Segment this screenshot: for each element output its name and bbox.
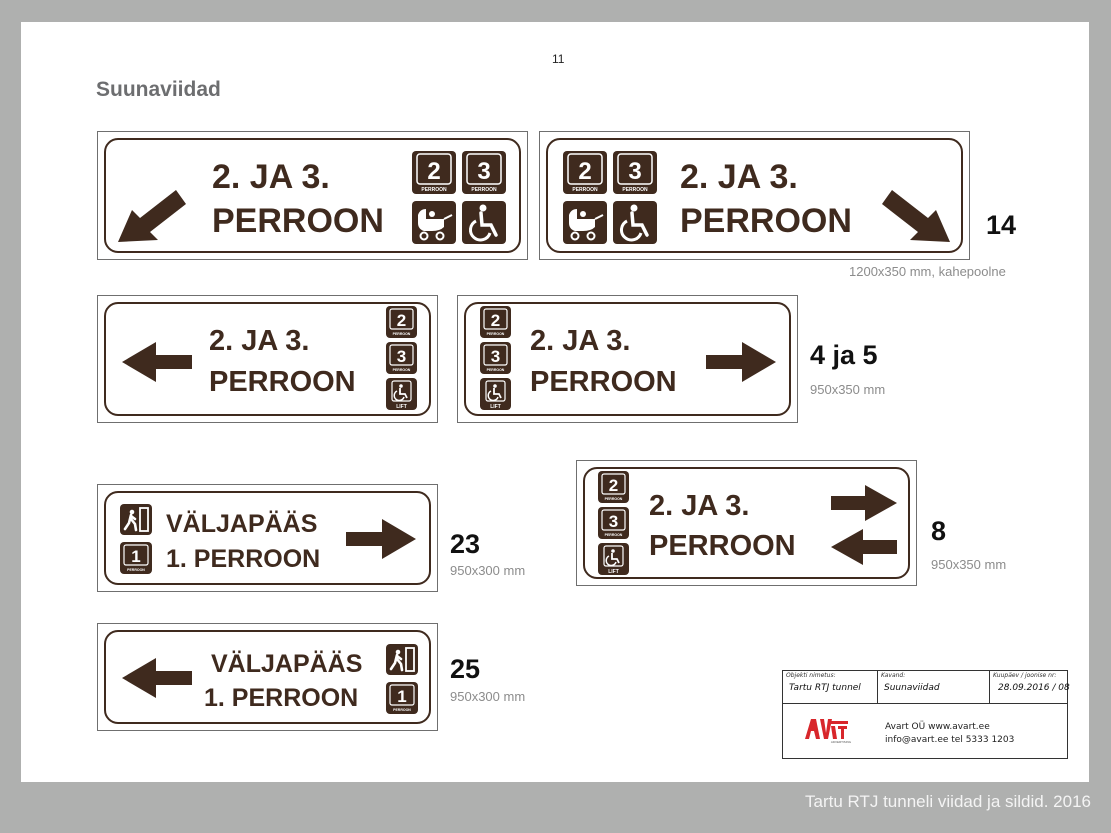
date-label: Kuupäev / joonise nr: bbox=[993, 672, 1057, 679]
svg-text:PERROON: PERROON bbox=[392, 332, 411, 336]
perroon-1-icon bbox=[120, 542, 152, 574]
sign-25 bbox=[97, 623, 438, 731]
sign-line-1: 2. JA 3. bbox=[212, 158, 330, 196]
svg-text:2: 2 bbox=[396, 311, 407, 330]
svg-text:1: 1 bbox=[131, 547, 141, 566]
svg-text:2: 2 bbox=[427, 158, 441, 185]
perroon-2-icon bbox=[386, 306, 417, 338]
svg-text:PERROON: PERROON bbox=[486, 332, 505, 336]
perroon-1-icon bbox=[386, 682, 418, 714]
svg-text:3: 3 bbox=[628, 158, 642, 185]
sign-14-face-a bbox=[97, 131, 528, 260]
sign-line-1: 2. JA 3. bbox=[530, 325, 631, 357]
perroon-3-icon bbox=[598, 507, 629, 539]
svg-text:3: 3 bbox=[396, 347, 407, 366]
svg-text:PERROON: PERROON bbox=[421, 187, 447, 193]
sign-size-8: 950x350 mm bbox=[931, 557, 1007, 572]
arrow-down-left-icon bbox=[118, 190, 186, 242]
sign-14-face-b bbox=[539, 131, 970, 260]
perroon-2-icon bbox=[598, 471, 629, 503]
object-label: Objekti nimetus: bbox=[786, 672, 836, 679]
sign-line-1: 2. JA 3. bbox=[209, 325, 310, 357]
svg-text:2: 2 bbox=[578, 158, 592, 185]
lift-icon bbox=[598, 543, 629, 575]
design-value: Suunaviidad bbox=[884, 683, 940, 693]
pram-icon bbox=[412, 201, 456, 244]
svg-text:1: 1 bbox=[397, 687, 407, 706]
sign-line-2: PERROON bbox=[212, 202, 384, 240]
svg-text:3: 3 bbox=[477, 158, 491, 185]
arrow-left-icon bbox=[122, 658, 192, 698]
sign-code-25: 25 bbox=[450, 654, 481, 684]
sign-line-2: PERROON bbox=[649, 530, 796, 562]
svg-text:2: 2 bbox=[608, 476, 619, 495]
sign-line-1: VÄLJAPÄÄS bbox=[166, 510, 318, 538]
svg-text:ADVERTISING: ADVERTISING bbox=[830, 740, 852, 744]
sign-line-2: 1. PERROON bbox=[166, 545, 321, 573]
sign-size-4-ja-5: 950x350 mm bbox=[810, 382, 886, 397]
drawing-title-block bbox=[782, 670, 1068, 759]
design-label: Kavand: bbox=[881, 672, 906, 679]
sign-code-4-ja-5: 4 ja 5 bbox=[810, 340, 878, 370]
title-block-date-cell bbox=[990, 671, 1069, 703]
object-value: Tartu RTJ tunnel bbox=[789, 683, 861, 693]
exit-icon bbox=[386, 644, 418, 675]
arrow-right-icon bbox=[346, 519, 416, 559]
sign-8 bbox=[576, 460, 917, 586]
sign-size-23: 950x300 mm bbox=[450, 563, 526, 578]
svg-text:LIFT: LIFT bbox=[396, 404, 407, 410]
sign-line-1: 2. JA 3. bbox=[649, 490, 750, 522]
svg-text:2: 2 bbox=[490, 311, 501, 330]
svg-text:3: 3 bbox=[490, 347, 501, 366]
sign-line-2: 1. PERROON bbox=[204, 684, 359, 712]
page-number: 11 bbox=[552, 52, 565, 66]
lift-icon bbox=[480, 378, 511, 410]
perroon-3-icon bbox=[480, 342, 511, 374]
sign-line-1: VÄLJAPÄÄS bbox=[211, 650, 363, 678]
svg-text:3: 3 bbox=[608, 512, 619, 531]
svg-text:LIFT: LIFT bbox=[608, 569, 619, 575]
sign-size-25: 950x300 mm bbox=[450, 689, 526, 704]
title-block-divider bbox=[783, 703, 1067, 704]
sign-4-face-a bbox=[97, 295, 438, 423]
svg-text:PERROON: PERROON bbox=[127, 568, 145, 572]
sign-size-14: 1200x350 mm, kahepoolne bbox=[849, 264, 1006, 279]
sign-line-2: PERROON bbox=[530, 366, 677, 398]
arrow-down-right-icon bbox=[882, 190, 950, 242]
pram-icon bbox=[563, 201, 607, 244]
footer-caption: Tartu RTJ tunneli viidad ja sildid. 2016 bbox=[804, 792, 1091, 811]
svg-text:PERROON: PERROON bbox=[486, 368, 505, 372]
sign-line-1: 2. JA 3. bbox=[680, 158, 798, 196]
wheelchair-icon bbox=[462, 201, 506, 244]
sign-23 bbox=[97, 484, 438, 592]
title-block-design-cell bbox=[878, 671, 990, 703]
sign-line-2: PERROON bbox=[209, 366, 356, 398]
perroon-2-icon bbox=[412, 151, 456, 194]
sign-code-14: 14 bbox=[986, 210, 1017, 240]
company-line-2: info@avart.ee tel 5333 1203 bbox=[885, 735, 1015, 745]
svg-text:PERROON: PERROON bbox=[392, 368, 411, 372]
perroon-2-icon bbox=[563, 151, 607, 194]
svg-text:PERROON: PERROON bbox=[604, 497, 623, 501]
svg-text:PERROON: PERROON bbox=[622, 187, 648, 193]
svg-text:LIFT: LIFT bbox=[490, 404, 501, 410]
wheelchair-icon bbox=[613, 201, 657, 244]
company-contact bbox=[885, 721, 1014, 747]
arrow-right-icon bbox=[831, 485, 897, 521]
sign-code-8: 8 bbox=[931, 516, 947, 546]
perroon-3-icon bbox=[613, 151, 657, 194]
sign-line-2: PERROON bbox=[680, 202, 852, 240]
sign-code-23: 23 bbox=[450, 529, 481, 559]
sign-5-face-b bbox=[457, 295, 798, 423]
arrow-left-icon bbox=[831, 529, 897, 565]
svg-text:PERROON: PERROON bbox=[572, 187, 598, 193]
svg-text:PERROON: PERROON bbox=[471, 187, 497, 193]
svg-text:PERROON: PERROON bbox=[604, 533, 623, 537]
date-value: 28.09.2016 / 08 bbox=[998, 683, 1070, 693]
arrow-right-icon bbox=[706, 342, 776, 382]
perroon-2-icon bbox=[480, 306, 511, 338]
perroon-3-icon bbox=[386, 342, 417, 374]
exit-icon bbox=[120, 504, 152, 535]
perroon-3-icon bbox=[462, 151, 506, 194]
title-block-object-cell bbox=[783, 671, 878, 703]
arrow-left-icon bbox=[122, 342, 192, 382]
company-line-1: Avart OÜ www.avart.ee bbox=[885, 722, 990, 732]
svg-text:PERROON: PERROON bbox=[393, 708, 411, 712]
avart-logo-icon bbox=[803, 715, 853, 745]
lift-icon bbox=[386, 378, 417, 410]
section-title: Suunaviidad bbox=[96, 78, 221, 101]
